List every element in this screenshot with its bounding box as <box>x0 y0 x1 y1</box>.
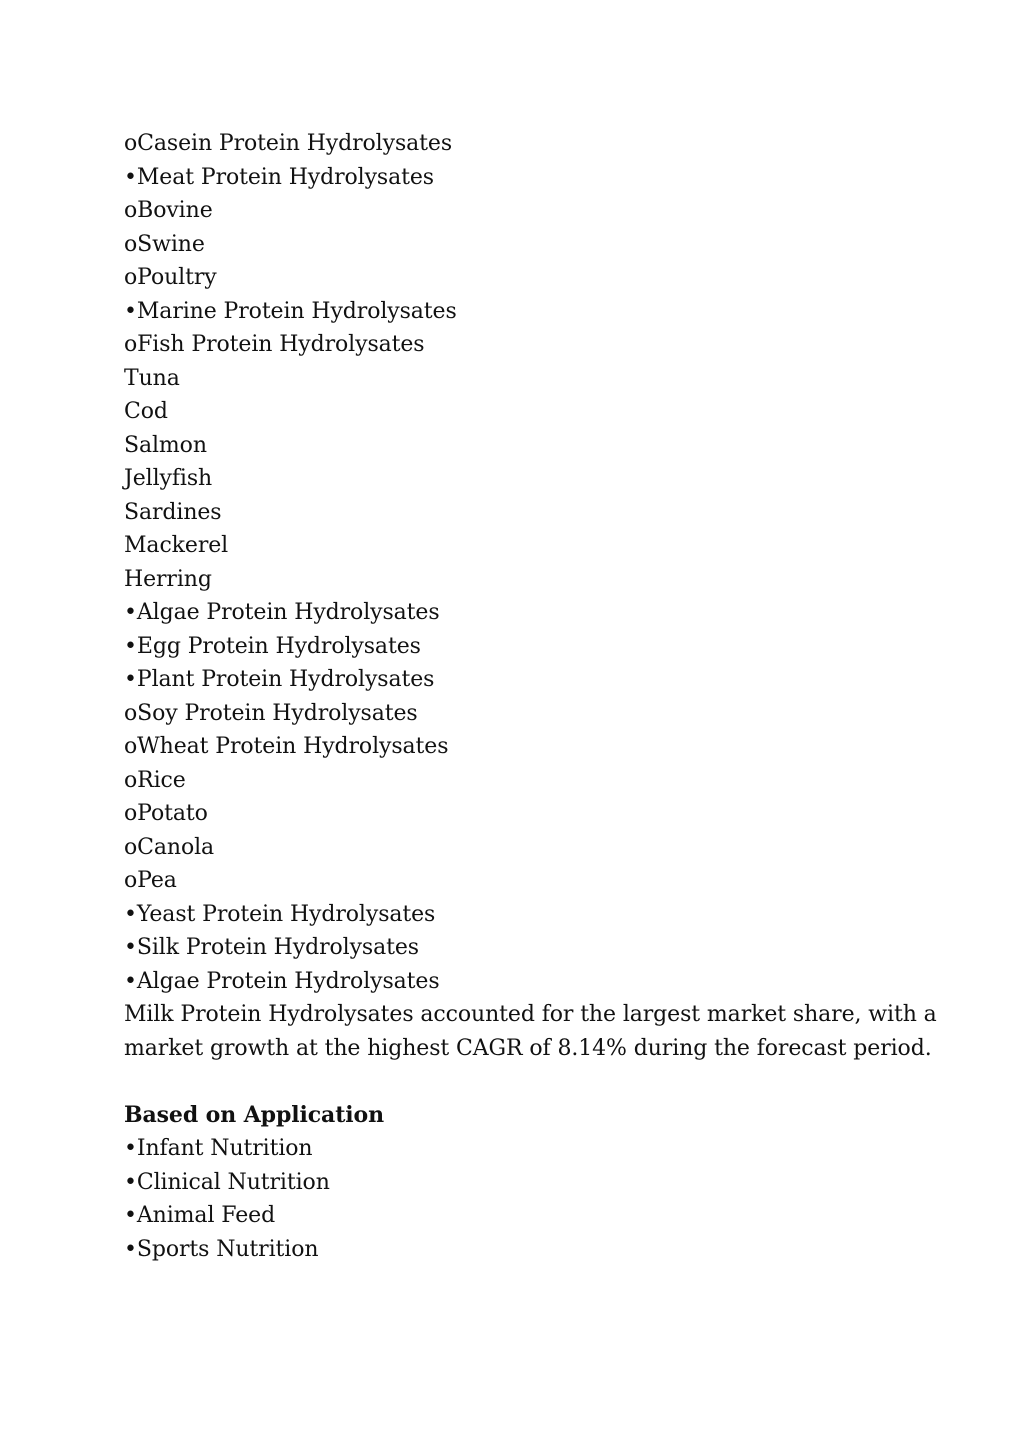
list-item: •Sports Nutrition <box>124 1236 319 1262</box>
list-item: Jellyfish <box>124 466 213 491</box>
list-item: oWheat Protein Hydrolysates <box>124 734 449 759</box>
list-item: oRice <box>124 767 186 793</box>
section-heading: Based on Application <box>124 1101 384 1128</box>
list-item: oPoultry <box>124 265 217 290</box>
list-item: Tuna <box>124 365 180 391</box>
list-item: •Egg Protein Hydrolysates <box>124 633 421 659</box>
list-item: •Infant Nutrition <box>124 1136 313 1161</box>
list-item: oSoy Protein Hydrolysates <box>124 700 418 726</box>
list-item: Sardines <box>124 499 222 525</box>
paragraph-spacer <box>124 1065 904 1099</box>
list-item: •Yeast Protein Hydrolysates <box>124 901 436 927</box>
list-item: oBovine <box>124 198 213 223</box>
list-item: oCanola <box>124 834 215 860</box>
summary-paragraph <box>124 998 937 1065</box>
list-item: oPea <box>124 868 177 893</box>
summary-line: market growth at the highest CAGR of 8.14% during the forecast period. <box>124 1035 932 1061</box>
list-item: •Algae Protein Hydrolysates <box>124 600 440 625</box>
list-item: •Animal Feed <box>124 1203 276 1228</box>
list-item: oSwine <box>124 231 205 257</box>
list-item: •Silk Protein Hydrolysates <box>124 935 419 960</box>
document-page <box>124 127 937 1266</box>
list-item: •Clinical Nutrition <box>124 1169 330 1195</box>
list-item: •Algae Protein Hydrolysates <box>124 968 440 994</box>
list-item: •Marine Protein Hydrolysates <box>124 298 457 324</box>
summary-line: Milk Protein Hydrolysates accounted for the largest market share, with a <box>124 1002 937 1027</box>
list-item: Cod <box>124 399 168 424</box>
list-item: Herring <box>124 566 212 592</box>
list-item: oCasein Protein Hydrolysates <box>124 131 453 156</box>
type-list <box>124 127 904 998</box>
list-item: •Meat Protein Hydrolysates <box>124 164 434 190</box>
list-item: Salmon <box>124 432 207 458</box>
list-item: oFish Protein Hydrolysates <box>124 332 425 357</box>
list-item: Mackerel <box>124 533 229 558</box>
list-item: oPotato <box>124 801 208 826</box>
list-item: •Plant Protein Hydrolysates <box>124 667 435 692</box>
application-list <box>124 1132 904 1266</box>
